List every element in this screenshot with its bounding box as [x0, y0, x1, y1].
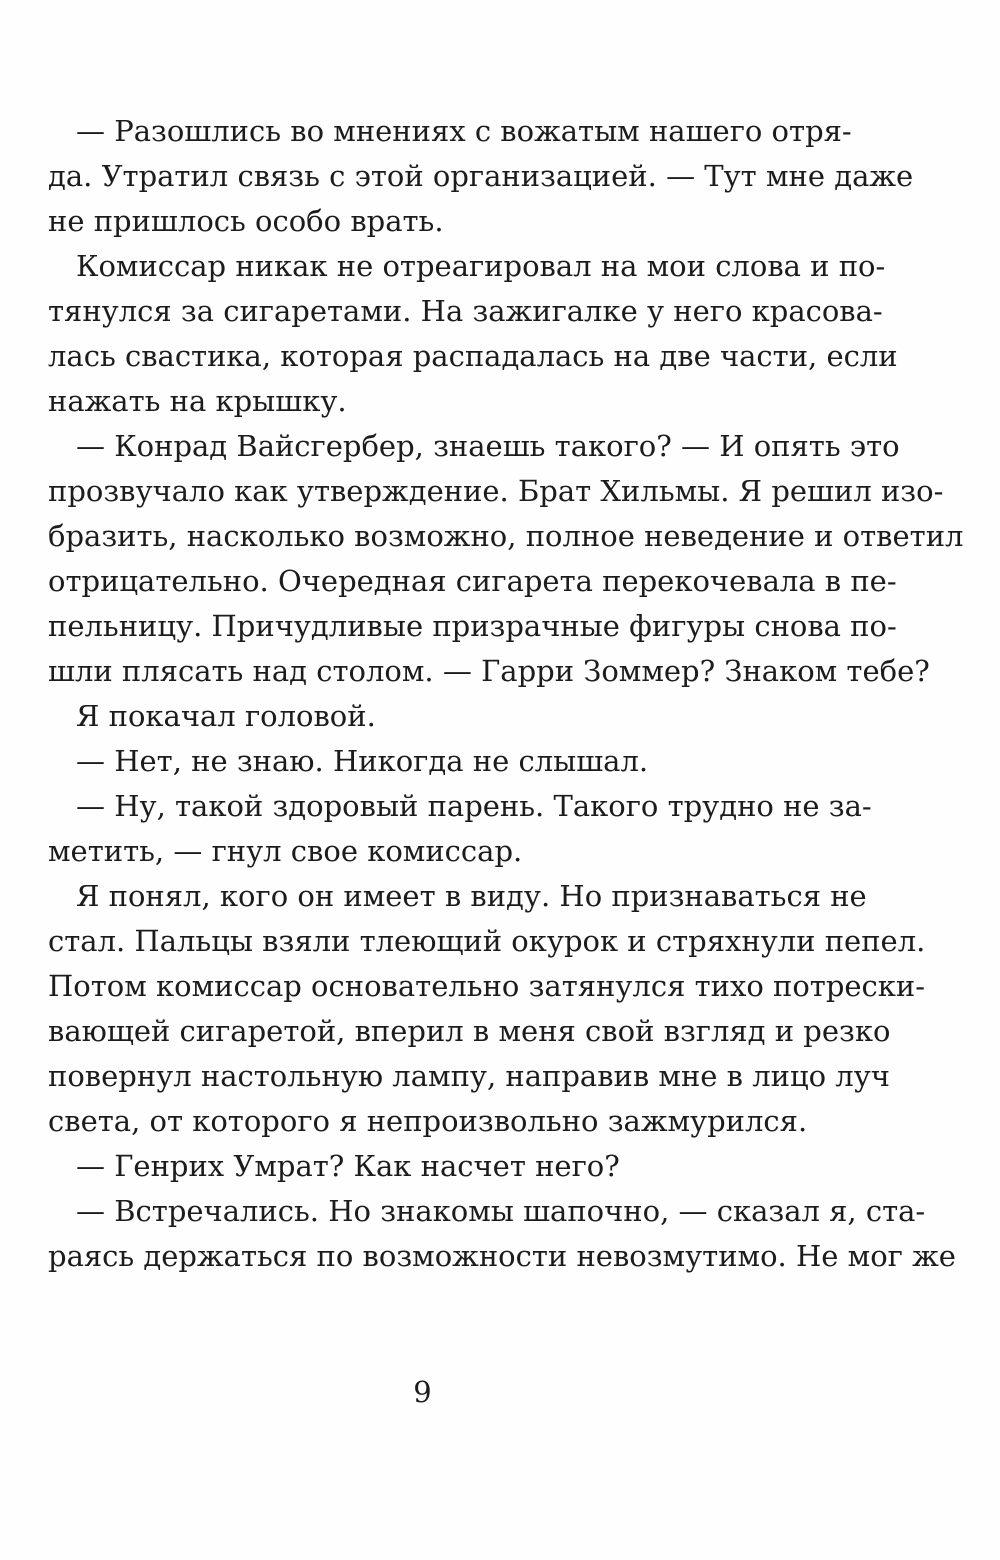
text-line: метить, — гнул свое комиссар. — [48, 834, 523, 868]
text-line: — Нет, не знаю. Никогда не слышал. — [76, 744, 649, 778]
text-line: нажать на крышку. — [48, 384, 347, 418]
text-line: — Встречались. Но знакомы шапочно, — сказал я, ста- — [76, 1194, 926, 1228]
text-line: раясь держаться по возможности невозмутимо. Не мог же — [48, 1239, 956, 1273]
text-line: Я понял, кого он имеет в виду. Но признаваться не — [76, 879, 867, 913]
text-line: лась свастика, которая распадалась на две части, если — [48, 339, 898, 373]
text-line: света, от которого я непроизвольно зажмурился. — [48, 1104, 808, 1138]
text-line: — Генрих Умрат? Как насчет него? — [76, 1149, 620, 1183]
text-line: — Ну, такой здоровый парень. Такого трудно не за- — [76, 789, 872, 823]
text-line: повернул настольную лампу, направив мне в лицо луч — [48, 1059, 890, 1093]
text-line: не пришлось особо врать. — [48, 204, 444, 238]
text-line: вающей сигаретой, вперил в меня свой взгляд и резко — [48, 1014, 891, 1048]
text-line: Я покачал головой. — [76, 699, 376, 733]
text-line: прозвучало как утверждение. Брат Хильмы. Я решил изо- — [48, 474, 944, 508]
text-line: стал. Пальцы взяли тлеющий окурок и стряхнули пепел. — [48, 924, 926, 958]
text-line: бразить, насколько возможно, полное неведение и ответил — [48, 519, 964, 553]
text-line: пельницу. Причудливые призрачные фигуры снова по- — [48, 609, 897, 643]
text-line: тянулся за сигаретами. На зажигалке у него красова- — [48, 294, 883, 328]
page-number: 9 — [413, 1375, 432, 1409]
text-line: шли плясать над столом. — Гарри Зоммер? Знаком тебе? — [48, 654, 930, 688]
text-line: Комиссар никак не отреагировал на мои слова и по- — [76, 249, 886, 283]
text-line: — Разошлись во мнениях с вожатым нашего отря- — [76, 114, 852, 148]
text-line: Потом комиссар основательно затянулся тихо потрески- — [48, 969, 926, 1003]
text-line: отрицательно. Очередная сигарета перекочевала в пе- — [48, 564, 897, 598]
text-line: — Конрад Вайсгербер, знаешь такого? — И опять это — [76, 429, 900, 463]
text-line: да. Утратил связь с этой организацией. — Тут мне даже — [48, 159, 914, 193]
